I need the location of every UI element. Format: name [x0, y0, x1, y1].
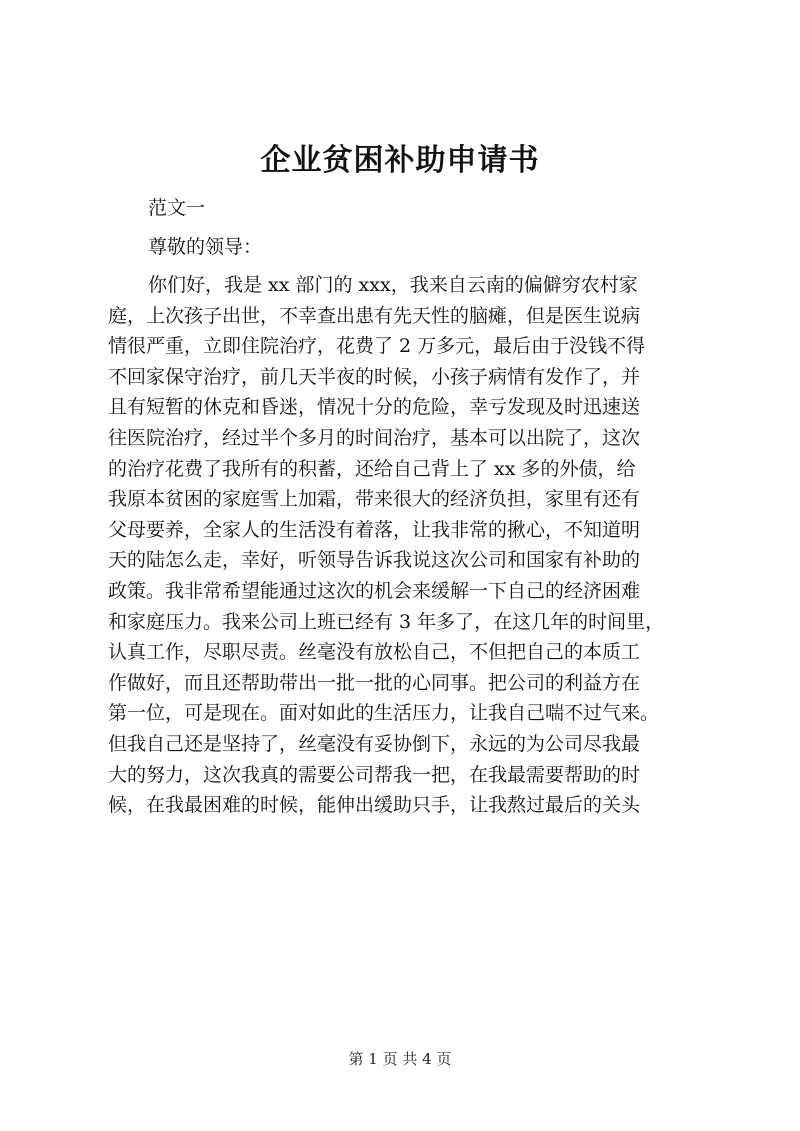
document-title: 企业贫困补助申请书 [260, 143, 540, 178]
body-line: 认真工作，尽职尽责。丝毫没有放松自己，不但把自己的本质工 [108, 641, 641, 664]
body-line: 但我自己还是坚持了，丝毫没有妥协倒下，永远的为公司尽我最 [108, 732, 641, 755]
body-line: 第一位，可是现在。面对如此的生活压力，让我自己喘不过气来。 [108, 702, 660, 725]
body-line: 政策。我非常希望能通过这次的机会来缓解一下自己的经济困难 [108, 579, 641, 602]
body-line: 和家庭压力。我来公司上班已经有 3 年多了，在这几年的时间里， [108, 610, 665, 633]
body-line: 且有短暂的休克和昏迷，情况十分的危险，幸亏发现及时迅速送 [108, 396, 641, 419]
body-line: 不回家保守治疗，前几天半夜的时候，小孩子病情有发作了，并 [108, 365, 641, 388]
body-line: 我原本贫困的家庭雪上加霜，带来很大的经济负担，家里有还有 [108, 488, 641, 511]
body-line: 大的努力，这次我真的需要公司帮我一把，在我最需要帮助的时 [108, 763, 641, 786]
page-number-footer: 第 1 页 共 4 页 [348, 1050, 452, 1068]
body-line: 庭，上次孩子出世，不幸查出患有先天性的脑瘫，但是医生说病 [108, 304, 641, 327]
body-text [108, 270, 708, 821]
body-line: 情很严重，立即住院治疗，花费了 2 万多元，最后由于没钱不得 [108, 335, 646, 358]
document-subtitle: 范文一 [148, 197, 206, 219]
body-line: 父母要养，全家人的生活没有着落，让我非常的揪心，不知道明 [108, 518, 641, 541]
body-line: 你们好，我是 xx 部门的 xxx，我来自云南的偏僻穷农村家 [148, 274, 638, 296]
greeting-line: 尊敬的领导： [148, 236, 263, 258]
body-line: 天的陆怎么走，幸好，听领导告诉我说这次公司和国家有补助的 [108, 549, 641, 572]
body-line: 的治疗花费了我所有的积蓄，还给自己背上了 xx 多的外债，给 [108, 457, 636, 480]
body-line: 往医院治疗，经过半个多月的时间治疗，基本可以出院了，这次 [108, 426, 641, 449]
body-line: 作做好，而且还帮助带出一批一批的心同事。把公司的利益方在 [108, 671, 641, 694]
body-line: 候，在我最困难的时候，能伸出缓助只手，让我熬过最后的关头 [108, 794, 641, 817]
